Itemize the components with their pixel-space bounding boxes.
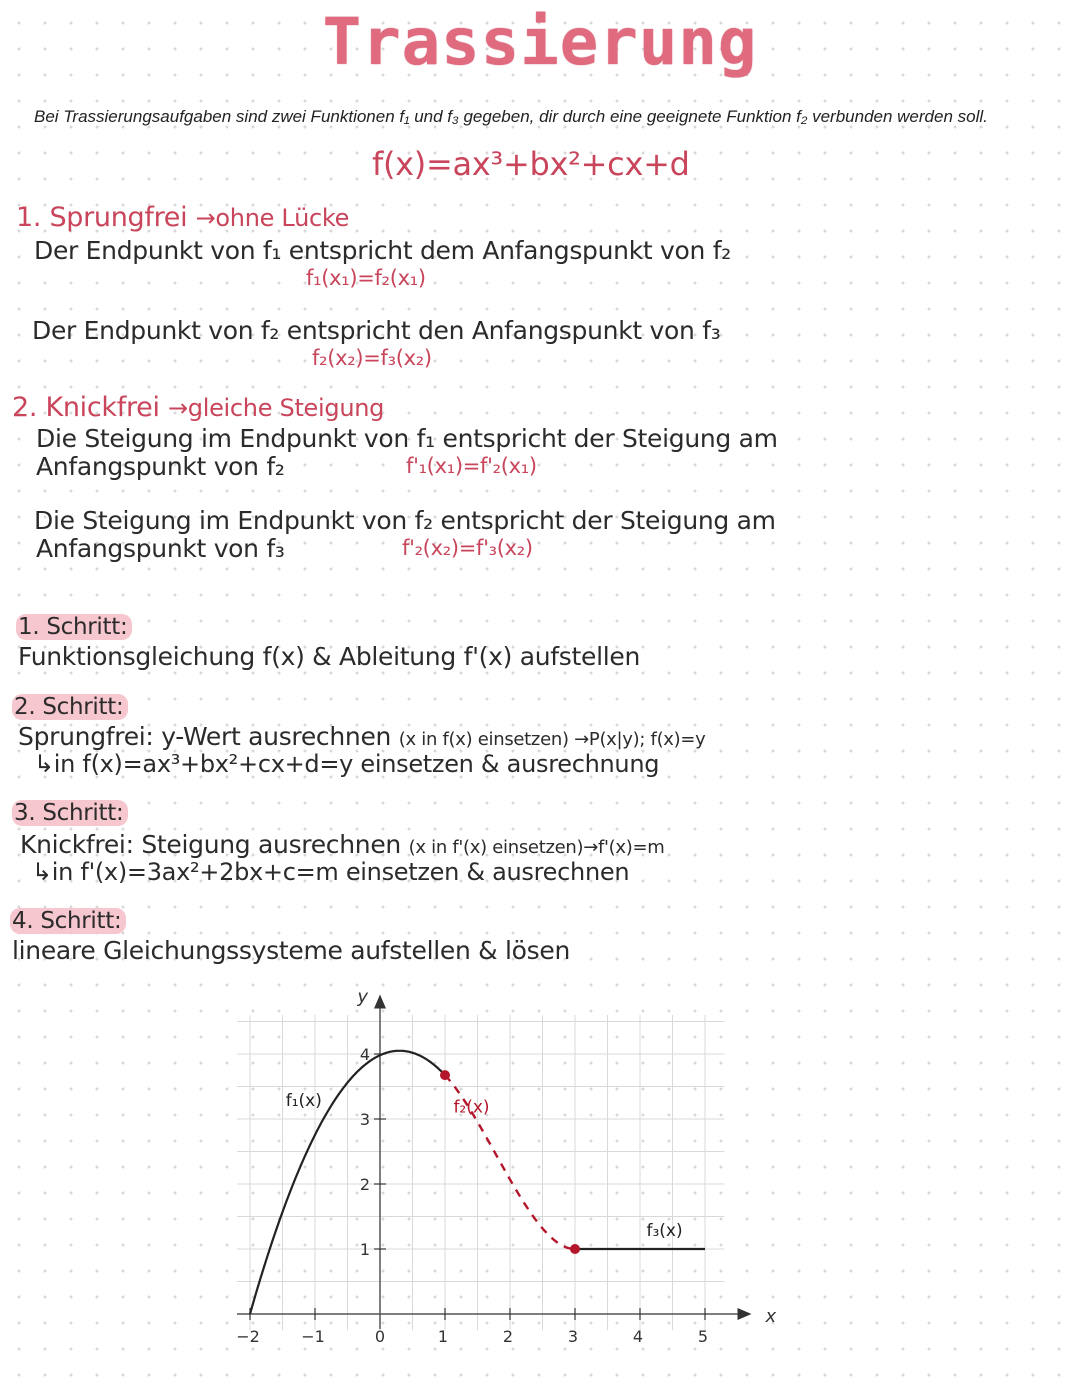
f2-label: f₂(x) xyxy=(453,1097,490,1118)
step-3-line-2: ↳in f'(x)=3ax²+2bx+c=m einsetzen & ausrechnen xyxy=(32,858,630,886)
junction-point-2 xyxy=(570,1244,580,1254)
step-3-detail: (x in f'(x) einsetzen)→f'(x)=m xyxy=(408,837,665,858)
step-3-label: 3. Schritt: xyxy=(12,800,128,826)
x-tick-label: 5 xyxy=(697,1327,709,1346)
section-1-equation-2: f₂(x₂)=f₃(x₂) xyxy=(312,346,432,370)
section-2-title: 2. Knickfrei xyxy=(12,392,160,423)
x-tick-label: 1 xyxy=(437,1327,449,1346)
step-4-text: lineare Gleichungssysteme aufstellen & lösen xyxy=(12,936,570,965)
section-2-line-2a: Die Steigung im Endpunkt von f₂ entspricht der Steigung am xyxy=(34,506,776,535)
y-tick-label: 1 xyxy=(359,1240,370,1259)
x-tick-label: 0 xyxy=(374,1327,386,1346)
x-tick-label: −2 xyxy=(236,1327,260,1346)
section-1-equation-1: f₁(x₁)=f₂(x₁) xyxy=(306,266,426,290)
section-2-line-2b: Anfangspunkt von f₃ xyxy=(36,534,285,563)
step-2-label: 2. Schritt: xyxy=(12,694,128,720)
step-4-label: 4. Schritt: xyxy=(10,908,126,934)
y-axis-arrow-icon xyxy=(374,995,386,1009)
graph-labels xyxy=(236,987,776,1347)
section-2-line-1a: Die Steigung im Endpunkt von f₁ entspricht der Steigung am xyxy=(36,424,778,453)
section-2-equation-2: f'₂(x₂)=f'₃(x₂) xyxy=(402,536,533,560)
f3-label: f₃(x) xyxy=(646,1221,683,1241)
step-1-text: Funktionsgleichung f(x) & Ableitung f'(x) aufstellen xyxy=(18,642,640,671)
section-1-line-2: Der Endpunkt von f₂ entspricht den Anfangspunkt von f₃ xyxy=(32,316,721,345)
section-1-line-1: Der Endpunkt von f₁ entspricht dem Anfangspunkt von f₂ xyxy=(34,236,731,265)
section-1-note: →ohne Lücke xyxy=(195,204,350,232)
section-2-equation-1: f'₁(x₁)=f'₂(x₁) xyxy=(406,454,537,478)
x-tick-label: 4 xyxy=(632,1327,644,1346)
step-2-detail: (x in f(x) einsetzen) →P(x|y); f(x)=y xyxy=(398,729,706,750)
intro-text: Bei Trassierungsaufgaben sind zwei Funktionen f₁ und f₃ gegeben, dir durch eine geeignete Funktion f₂ verbunden werden soll. xyxy=(34,107,988,126)
step-3-main: Knickfrei: Steigung ausrechnen xyxy=(20,830,401,859)
y-tick-label: 3 xyxy=(359,1110,370,1129)
x-tick-label: 3 xyxy=(567,1327,579,1346)
y-axis-label: y xyxy=(357,986,368,1008)
x-axis-arrow-icon xyxy=(738,1308,752,1320)
y-tick-label: 4 xyxy=(359,1045,370,1064)
graph-grid xyxy=(237,1015,725,1330)
section-2-line-1b: Anfangspunkt von f₂ xyxy=(36,452,285,481)
step-2-main: Sprungfrei: y-Wert ausrechnen xyxy=(18,722,392,751)
graph-axes xyxy=(237,995,752,1330)
junction-point-1 xyxy=(440,1070,450,1080)
step-2-line-2: ↳in f(x)=ax³+bx²+cx+d=y einsetzen & ausrechnung xyxy=(34,750,660,778)
section-1-title: 1. Sprungfrei xyxy=(16,202,188,233)
x-axis-label: x xyxy=(765,1306,777,1327)
x-tick-label: 2 xyxy=(502,1327,514,1346)
page-title: Trassierung xyxy=(322,6,758,80)
f1-label: f₁(x) xyxy=(285,1091,322,1111)
y-tick-label: 2 xyxy=(359,1175,370,1194)
section-2-note: →gleiche Steigung xyxy=(167,394,385,422)
step-1-label: 1. Schritt: xyxy=(16,614,132,640)
general-formula: f(x)=ax³+bx²+cx+d xyxy=(372,145,690,183)
x-tick-label: −1 xyxy=(301,1327,325,1346)
